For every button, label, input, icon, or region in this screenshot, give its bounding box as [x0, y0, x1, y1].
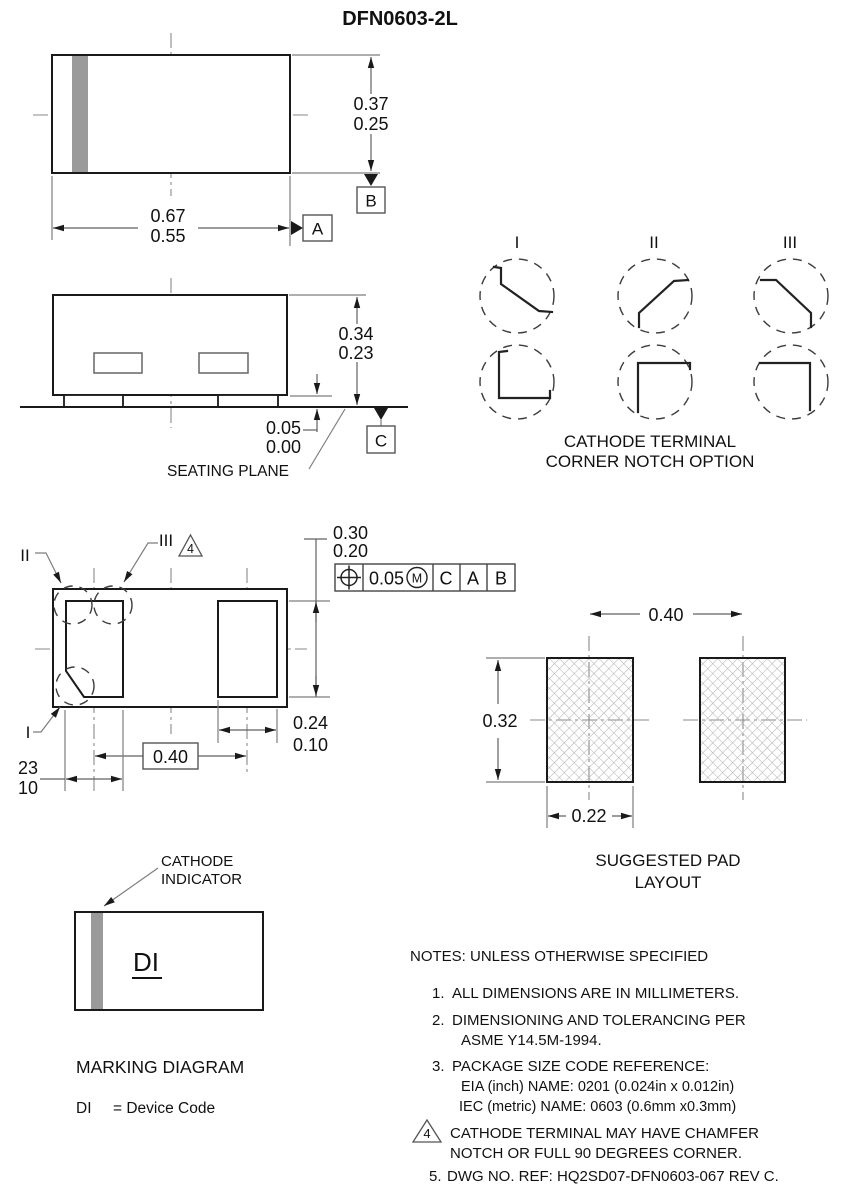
- note-4-text-line1: CATHODE TERMINAL MAY HAVE CHAMFER: [450, 1125, 759, 1142]
- corner-label-iii: III: [158, 531, 174, 550]
- pad-layout-title-line1: SUGGESTED PAD: [595, 851, 741, 870]
- option-label-1: I: [514, 233, 520, 252]
- fcf-datum-2: A: [466, 568, 480, 589]
- fcf-modifier: M: [411, 571, 423, 586]
- datum-a-triangle-icon: [291, 221, 303, 235]
- leader-line: [309, 409, 345, 469]
- cathode-band: [72, 56, 88, 172]
- notes-header: NOTES: UNLESS OTHERWISE SPECIFIED: [410, 948, 709, 965]
- note-3-text-line1: PACKAGE SIZE CODE REFERENCE:: [452, 1058, 710, 1075]
- notch-caption-line1: CATHODE TERMINAL: [563, 432, 737, 451]
- note-3-text-line2: EIA (inch) NAME: 0201 (0.024in x 0.012in): [461, 1079, 735, 1095]
- feature-control-frame: [335, 564, 515, 591]
- note-4-number: 4: [423, 1126, 431, 1141]
- note-3-number: 3.: [432, 1058, 445, 1075]
- note-5-number: 5.: [429, 1168, 442, 1185]
- detail-circle: [618, 345, 692, 419]
- chamfer-notch-3: [761, 280, 811, 327]
- dim-left-pad-min: 10: [18, 778, 39, 798]
- datum-a-label: A: [311, 219, 324, 239]
- pad-layout-title-line2: LAYOUT: [634, 873, 702, 892]
- note-5-text: DWG NO. REF: HQ2SD07-DFN0603-067 REV C.: [447, 1168, 779, 1185]
- solder-pad: [700, 658, 785, 782]
- datum-b-triangle-icon: [364, 174, 378, 186]
- note-1-text: ALL DIMENSIONS ARE IN MILLIMETERS.: [452, 985, 740, 1002]
- solder-pad: [547, 658, 633, 782]
- bottom-view: [18, 523, 518, 798]
- detail-circle: [754, 259, 828, 333]
- terminal-foot: [218, 395, 278, 407]
- square-corner-1: [499, 351, 550, 398]
- note-flag-number: 4: [187, 542, 194, 556]
- pad-layout: [482, 605, 807, 892]
- package-body: [53, 295, 287, 395]
- detail-circle: [618, 259, 692, 333]
- corner-label-ii: II: [20, 546, 30, 565]
- note-2-text-line1: DIMENSIONING AND TOLERANCING PER: [452, 1012, 746, 1029]
- leader-line: [124, 543, 158, 582]
- terminal-outline: [199, 353, 248, 373]
- seating-plane-label: SEATING PLANE: [167, 463, 290, 480]
- leader-line: [35, 553, 61, 583]
- leader-line: [104, 868, 158, 906]
- dim-pitch: 0.40: [152, 747, 189, 767]
- dim-pad-width-min: 0.10: [293, 735, 329, 755]
- note-1-number: 1.: [432, 985, 445, 1002]
- dim-width-max: 0.67: [150, 206, 186, 226]
- square-corner-3: [760, 363, 810, 410]
- datum-c-triangle-icon: [374, 408, 388, 420]
- legend-text: = Device Code: [113, 1100, 216, 1117]
- marking-diagram-title: MARKING DIAGRAM: [76, 1057, 245, 1077]
- note-2-text-line2: ASME Y14.5M-1994.: [461, 1032, 602, 1049]
- corner-label-i: I: [25, 723, 31, 742]
- anode-pad: [218, 601, 277, 697]
- dim-body-height-max: 0.34: [338, 324, 374, 344]
- datum-b-label: B: [365, 191, 377, 211]
- option-label-3: III: [782, 233, 798, 252]
- square-corner-2: [638, 363, 690, 412]
- note-3-text-line3: IEC (metric) NAME: 0603 (0.6mm x0.3mm): [459, 1099, 737, 1115]
- cathode-indicator-line2: INDICATOR: [161, 871, 243, 888]
- notes-section: [410, 948, 779, 1185]
- dim-pad-height: 0.32: [482, 711, 518, 731]
- notch-caption-line2: CORNER NOTCH OPTION: [545, 452, 755, 471]
- fcf-datum-1: C: [439, 568, 453, 589]
- fcf-outline: [335, 564, 515, 591]
- dim-body-height-min: 0.23: [338, 343, 374, 363]
- position-symbol-icon: [337, 566, 361, 590]
- device-code-mark: DI: [133, 947, 159, 977]
- legend-code: DI: [76, 1100, 92, 1117]
- dim-height-max: 0.37: [353, 94, 389, 114]
- package-outline: [75, 912, 263, 1010]
- leader-line: [33, 707, 60, 732]
- fcf-datum-3: B: [494, 568, 508, 589]
- dim-height-min: 0.25: [353, 114, 389, 134]
- dim-standoff-min: 0.00: [265, 437, 301, 457]
- top-view: [33, 33, 389, 246]
- dim-pad-width: 0.22: [571, 806, 607, 826]
- fcf-tolerance-value: 0.05: [369, 568, 405, 589]
- dim-pad-length-min: 0.20: [333, 541, 369, 561]
- dim-pad-pitch: 0.40: [648, 605, 684, 625]
- dim-width-min: 0.55: [150, 226, 186, 246]
- dim-pad-width-max: 0.24: [293, 713, 329, 733]
- option-label-2: II: [649, 233, 659, 252]
- terminal-outline: [94, 353, 142, 373]
- datum-c-label: C: [374, 431, 388, 451]
- drawing-title: DFN0603-2L: [342, 8, 458, 30]
- dim-left-pad-max: 23: [18, 758, 39, 778]
- marking-diagram: [75, 853, 263, 1117]
- detail-circle: [754, 345, 828, 419]
- detail-circle: [480, 345, 554, 419]
- note-4-text-line2: NOTCH OR FULL 90 DEGREES CORNER.: [450, 1145, 742, 1162]
- cathode-indicator-line1: CATHODE: [161, 853, 234, 870]
- terminal-foot: [64, 395, 123, 407]
- cathode-pad: [66, 601, 123, 697]
- chamfer-notch-1: [494, 267, 552, 312]
- chamfer-notch-2: [639, 280, 688, 327]
- dim-standoff-max: 0.05: [265, 418, 301, 438]
- dim-pad-length-max: 0.30: [333, 523, 369, 543]
- front-view: [20, 278, 408, 480]
- cathode-band: [91, 913, 103, 1009]
- notch-options: [480, 233, 828, 471]
- note-2-number: 2.: [432, 1012, 445, 1029]
